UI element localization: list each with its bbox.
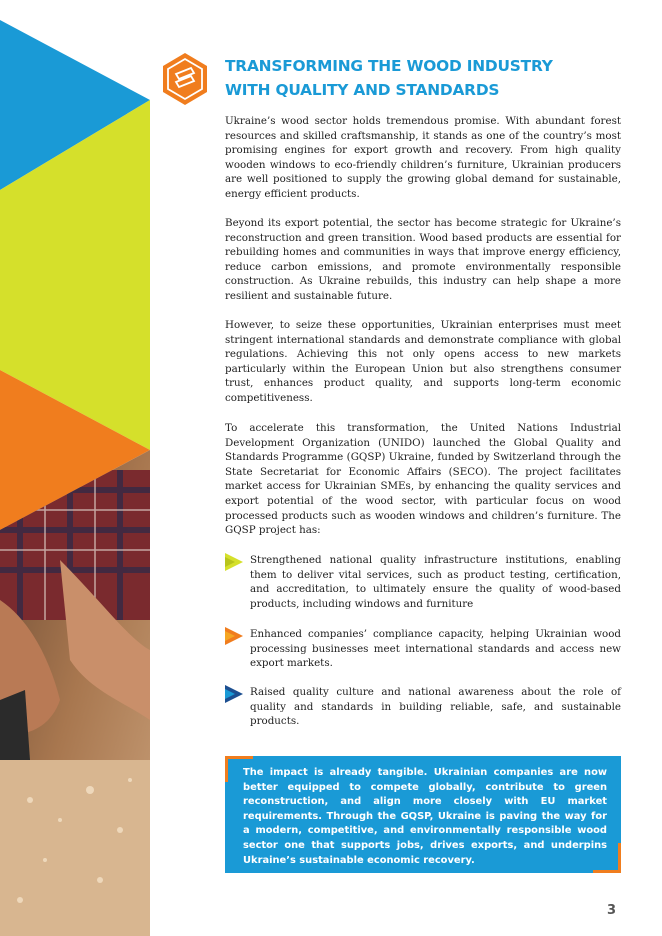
navy-arrow-icon <box>225 685 245 703</box>
lime-arrow-icon <box>225 553 245 571</box>
title-line-2: WITH QUALITY AND STANDARDS <box>225 81 500 99</box>
title-line-1: TRANSFORMING THE WOOD INDUSTRY <box>225 57 553 75</box>
hexagon-logo-icon <box>161 52 209 106</box>
impact-text: The impact is already tangible. Ukrainian companies are now better equipped to compete globally, contribute to green reconstruction, and align more closely with EU market requirements. Through the GQSP, Ukraine is paving the way for a modern, competitive, and environmentally responsible wood sector one that supports jobs, drives exports, and underpins Ukraine’s sustainable economic recovery. <box>243 767 607 866</box>
paragraph-gqsp: To accelerate this transformation, the United Nations Industrial Development Organization (UNIDO) launched the Global Quality and Standards Programme (GQSP) Ukraine, funded by Switzerland through the State Secretariat for Economic Affairs (SECO). The project facilitates market access for Ukrainian SMEs, by enhancing the quality services and export potential of the wood sector, with particular focus on wood processed products such as wooden windows and children’s furniture. The GQSP project has: <box>225 422 621 537</box>
paragraph-intro: Ukraine’s wood sector holds tremendous promise. With abundant forest resources and skilled craftsmanship, it stands as one of the country’s most promising engines for export growth and recovery. From high quality wooden windows to eco-friendly children’s furniture, Ukrainian producers are well positioned to supply the growing global demand for sustainable, energy efficient products. <box>225 115 621 200</box>
orange-arrow-icon <box>225 627 245 645</box>
impact-callout <box>225 756 621 873</box>
bullet-text: Enhanced companies’ compliance capacity, helping Ukrainian wood processing businesses meet international standards and access new export markets. <box>250 628 621 670</box>
decorative-side-artwork <box>0 0 150 936</box>
paragraph-export-potential: Beyond its export potential, the sector has become strategic for Ukraine’s reconstruction and green transition. Wood based products are essential for rebuilding homes and communities in ways that improve energy efficiency, reduce carbon emissions, and promote environmentally responsible construction. As Ukraine rebuilds, this industry can help shape a more resilient and sustainable future. <box>225 217 621 302</box>
bullet-text: Raised quality culture and national awareness about the role of quality and standards in building reliable, safe, and sustainable products. <box>250 686 621 728</box>
page-title <box>225 54 625 102</box>
paragraph-standards: However, to seize these opportunities, Ukrainian enterprises must meet stringent international standards and demonstrate compliance with global regulations. Achieving this not only opens access to new markets particularly within the European Union but also strengthens consumer trust, enhances product quality, and supports long-term economic competitiveness. <box>225 319 621 404</box>
page-number: 3 <box>607 903 617 918</box>
bullet-text: Strengthened national quality infrastructure institutions, enabling them to deliver vital services, such as product testing, certification, and accreditation, to ultimately ensure the quality of wood-based products, including windows and furniture <box>250 554 621 610</box>
